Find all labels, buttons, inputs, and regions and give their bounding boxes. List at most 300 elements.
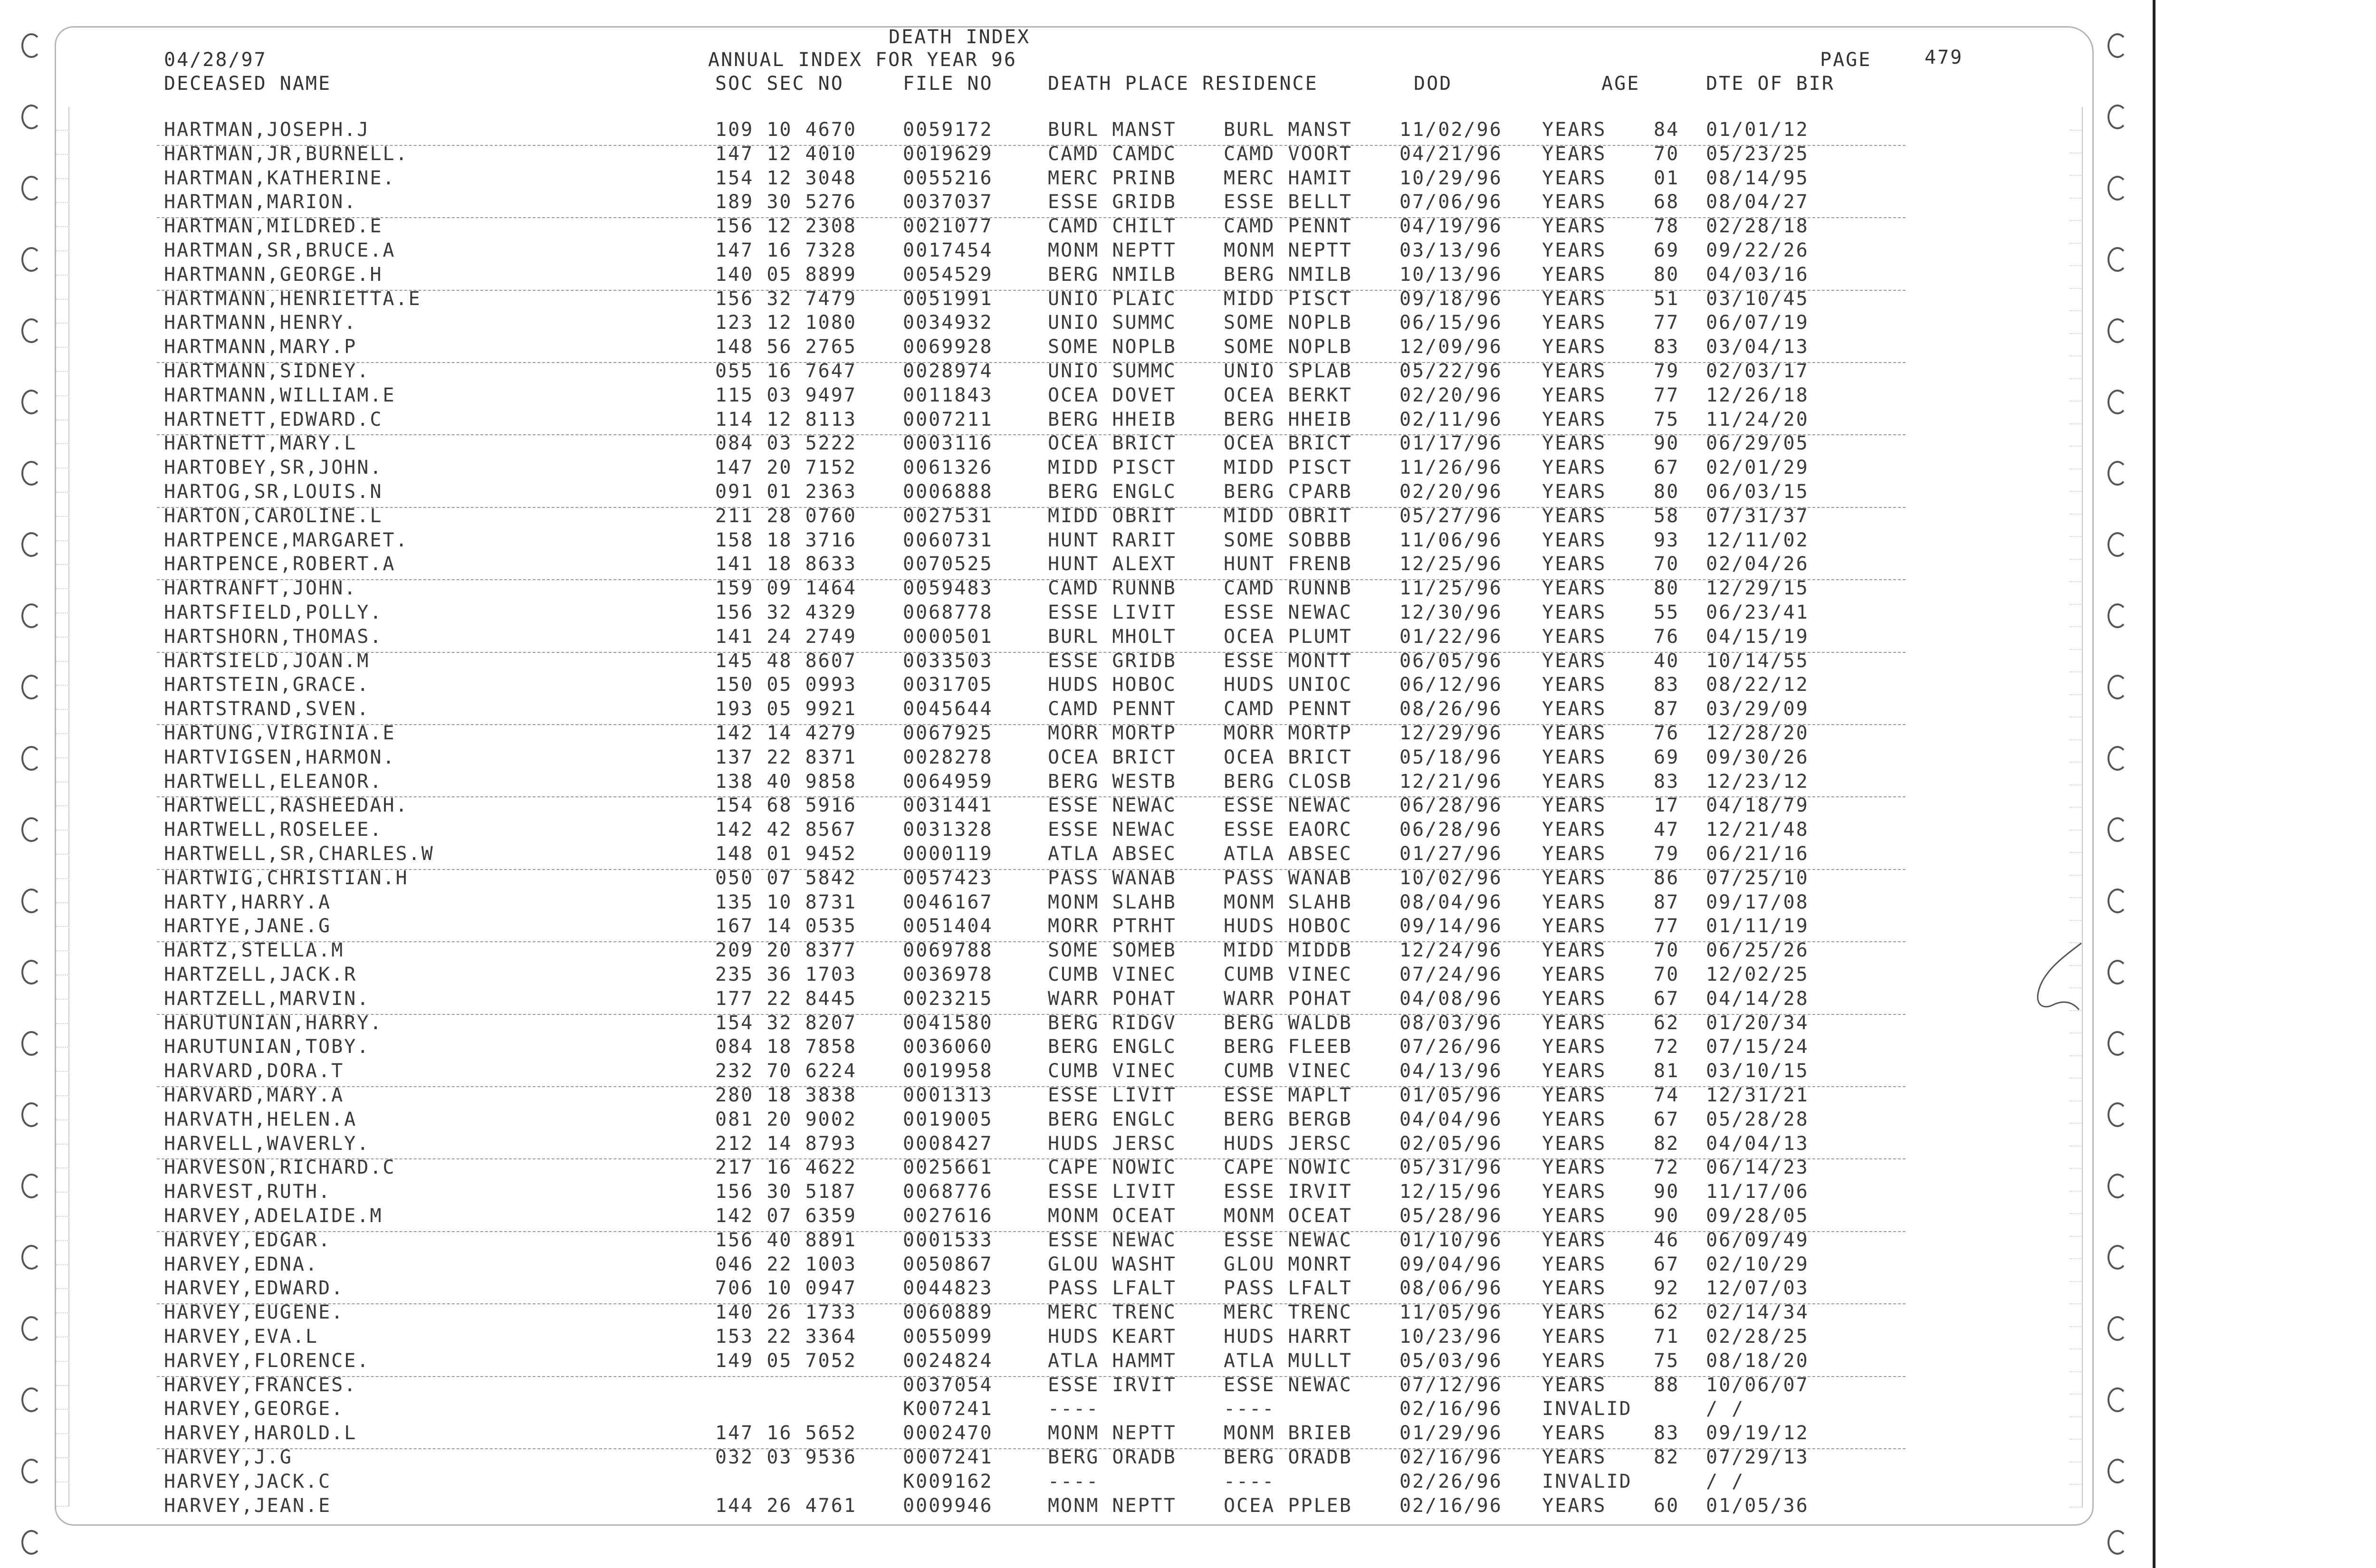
line-tick [2069,1281,2083,1304]
line-tick [2069,1326,2083,1349]
table-row [0,1276,2043,1300]
cell-name: HARTWELL,ROSELEE. [164,819,383,841]
cell-file: 0054529 [903,263,993,286]
cell-name: HARTUNG,VIRGINIA.E [164,722,396,744]
cell-age: 70 [1654,939,1680,962]
cell-unit: YEARS [1542,1301,1607,1324]
table-row [0,601,2043,624]
cell-dplace: BERG WESTB [1048,770,1177,793]
cell-unit: YEARS [1542,577,1607,600]
cell-dplace: MERC TRENC [1048,1301,1177,1324]
cell-name: HARVESON,RICHARD.C [164,1157,396,1179]
cell-age: 79 [1654,843,1680,865]
feed-hole [2108,247,2127,272]
cell-age: 71 [1654,1326,1680,1348]
cell-dod: 02/20/96 [1399,481,1503,503]
cell-ssn: 156 32 7479 [715,287,857,310]
table-row [0,1494,2043,1518]
cell-unit: YEARS [1542,1084,1607,1106]
cell-name: HARTVIGSEN,HARMON. [164,746,396,768]
table-row [0,987,2043,1011]
cell-age: 69 [1654,746,1680,768]
cell-dplace: MORR PTRHT [1048,915,1177,937]
table-row [0,1470,2043,1493]
cell-unit: YEARS [1542,432,1607,455]
print-rule [157,1376,1906,1377]
table-row [0,1011,2043,1035]
cell-unit: YEARS [1542,843,1607,865]
cell-dob: 06/07/19 [1706,312,1809,334]
cell-dod: 12/29/96 [1399,722,1503,744]
table-row [0,1108,2043,1131]
cell-dod: 11/26/96 [1399,457,1503,479]
table-row [0,890,2043,914]
table-row [0,190,2043,214]
cell-age: 82 [1654,1446,1680,1468]
feed-hole [2108,960,2127,985]
table-row [0,431,2043,455]
cell-dob: 04/04/13 [1706,1132,1809,1155]
table-row [0,263,2043,287]
cell-res: BERG WALDB [1224,1012,1352,1034]
cell-dplace: OCEA BRICT [1048,746,1177,768]
line-tick [2069,107,2083,131]
cell-res: HUNT FRENB [1224,553,1352,575]
cell-res: MERC TRENC [1224,1301,1352,1324]
line-tick [2069,558,2083,582]
cell-unit: YEARS [1542,891,1607,913]
cell-ssn: 154 68 5916 [715,794,857,817]
cell-dob: 02/14/34 [1706,1301,1809,1324]
cell-dod: 04/04/96 [1399,1108,1503,1130]
cell-age: 72 [1654,1036,1680,1058]
line-tick [2069,829,2083,853]
line-tick [2069,1303,2083,1327]
table-row [0,770,2043,794]
cell-file: 0002470 [903,1422,993,1444]
cell-ssn: 050 07 5842 [715,867,857,889]
cell-dob: 06/25/26 [1706,939,1809,962]
cell-file: 0033503 [903,650,993,672]
cell-unit: YEARS [1542,287,1607,310]
cell-dod: 04/08/96 [1399,987,1503,1010]
line-tick [2069,378,2083,402]
cell-res: HUDS HOBOC [1224,915,1352,937]
cell-age: 80 [1654,263,1680,286]
cell-dod: 05/31/96 [1399,1157,1503,1179]
cell-res: OCEA BERKT [1224,384,1352,406]
cell-dplace: PASS LFALT [1048,1277,1177,1300]
cell-dod: 08/04/96 [1399,891,1503,913]
cell-dplace: BERG ORADB [1048,1446,1177,1468]
cell-dod: 02/20/96 [1399,384,1503,406]
table-row [0,1252,2043,1276]
cell-dob: 01/20/34 [1706,1012,1809,1034]
cell-ssn: 148 56 2765 [715,336,857,358]
cell-name: HARTMANN,SIDNEY. [164,360,370,382]
cell-dob: 04/15/19 [1706,625,1809,648]
cell-dplace: HUDS JERSC [1048,1132,1177,1155]
cell-dplace: UNIO PLAIC [1048,287,1177,310]
cell-file: 0001313 [903,1084,993,1106]
cell-name: HARVEY,FLORENCE. [164,1349,370,1372]
cell-ssn: 217 16 4622 [715,1157,857,1179]
table-row [0,1325,2043,1348]
table-row [0,697,2043,721]
cell-dplace: HUDS HOBOC [1048,674,1177,696]
cell-name: HARUTUNIAN,TOBY. [164,1036,370,1058]
cell-age: 62 [1654,1301,1680,1324]
cell-dod: 12/09/96 [1399,336,1503,358]
cell-unit: YEARS [1542,1036,1607,1058]
cell-ssn: 142 14 4279 [715,722,857,744]
cell-age: 83 [1654,1422,1680,1444]
table-row [0,1204,2043,1228]
cell-dod: 05/18/96 [1399,746,1503,768]
cell-ssn: 154 32 8207 [715,1012,857,1034]
table-row [0,818,2043,841]
cell-dob: 08/04/27 [1706,191,1809,213]
cell-ssn: 144 26 4761 [715,1494,857,1517]
print-rule [157,1014,1906,1015]
cell-dod: 04/13/96 [1399,1060,1503,1082]
cell-dob: 12/11/02 [1706,529,1809,551]
line-tick [2069,649,2083,672]
line-tick [2069,1168,2083,1192]
cell-age: 68 [1654,191,1680,213]
cell-ssn: 167 14 0535 [715,915,857,937]
cell-dob: 07/29/13 [1706,1446,1809,1468]
cell-unit: YEARS [1542,143,1607,165]
line-tick [2069,333,2083,356]
cell-unit: YEARS [1542,1277,1607,1300]
line-tick [2069,175,2083,199]
cell-age: 75 [1654,1349,1680,1372]
feed-hole [2108,889,2127,913]
table-row [0,335,2043,359]
cell-age: 87 [1654,698,1680,720]
cell-unit: YEARS [1542,1374,1607,1396]
cell-dod: 05/22/96 [1399,360,1503,382]
cell-dod: 07/26/96 [1399,1036,1503,1058]
cell-dplace: WARR POHAT [1048,987,1177,1010]
print-rule [157,579,1906,580]
cell-res: HUDS JERSC [1224,1132,1352,1155]
cell-dob: 12/31/21 [1706,1084,1809,1106]
cell-file: 0019629 [903,143,993,165]
cell-res: BERG ORADB [1224,1446,1352,1468]
cell-name: HARTZELL,MARVIN. [164,987,370,1010]
cell-name: HARTON,CAROLINE.L [164,505,383,527]
feed-hole [2108,532,2127,557]
cell-res: MONM OCEAT [1224,1205,1352,1227]
feed-hole [2108,1387,2127,1412]
line-tick [2069,197,2083,221]
cell-ssn: 115 03 9497 [715,384,857,406]
feed-hole [2108,1530,2127,1555]
line-tick [2069,1484,2083,1508]
cell-dob: 09/28/05 [1706,1205,1809,1227]
cell-unit: YEARS [1542,625,1607,648]
cell-name: HARVELL,WAVERLY. [164,1132,370,1155]
cell-file: 0021077 [903,215,993,238]
cell-age: 83 [1654,674,1680,696]
cell-name: HARTZ,STELLA.M [164,939,345,962]
cell-dob: 08/14/95 [1706,167,1809,189]
cell-file: 0000119 [903,843,993,865]
cell-file: 0011843 [903,384,993,406]
cell-age: 70 [1654,553,1680,575]
cell-ssn: 189 30 5276 [715,191,857,213]
line-tick [2069,1348,2083,1372]
cell-unit: YEARS [1542,602,1607,623]
cell-file: 0055099 [903,1326,993,1348]
cell-file: 0034932 [903,312,993,334]
cell-dplace: CUMB VINEC [1048,1060,1177,1082]
cell-unit: YEARS [1542,384,1607,406]
col-header-file: FILE NO [903,73,993,95]
cell-age: 80 [1654,577,1680,600]
cell-name: HARTSTRAND,SVEN. [164,698,370,720]
table-row [0,963,2043,986]
cell-file: 0019958 [903,1060,993,1082]
line-tick [2069,401,2083,424]
cell-res: OCEA PPLEB [1224,1494,1352,1517]
cell-unit: YEARS [1542,336,1607,358]
line-tick [2069,694,2083,717]
cell-dplace: ATLA HAMMT [1048,1349,1177,1372]
cell-age: 81 [1654,1060,1680,1082]
cell-file: 0070525 [903,553,993,575]
cell-name: HARTMAN,MILDRED.E [164,215,383,238]
cell-file: 0007211 [903,408,993,430]
cell-dob: 12/07/03 [1706,1277,1809,1300]
table-row [0,142,2043,166]
line-tick [2069,1123,2083,1147]
feed-hole [2108,1459,2127,1483]
cell-ssn: 055 16 7647 [715,360,857,382]
cell-age: 86 [1654,867,1680,889]
cell-unit: YEARS [1542,1060,1607,1082]
cell-dod: 06/28/96 [1399,819,1503,841]
table-row [0,504,2043,528]
cell-res: ESSE MAPLT [1224,1084,1352,1106]
cell-dob: 11/24/20 [1706,408,1809,430]
cell-age: 78 [1654,215,1680,238]
cell-file: 0051991 [903,287,993,310]
line-tick [2069,355,2083,379]
cell-dod: 11/25/96 [1399,577,1503,600]
cell-unit: YEARS [1542,167,1607,189]
cell-name: HARTOBEY,SR,JOHN. [164,457,383,479]
cell-res: ATLA MULLT [1224,1349,1352,1372]
cell-name: HARTOG,SR,LOUIS.N [164,481,383,503]
cell-res: BURL MANST [1224,119,1352,141]
cell-dob: 07/15/24 [1706,1036,1809,1058]
table-row [0,673,2043,697]
cell-unit: YEARS [1542,915,1607,937]
cell-dplace: MERC PRINB [1048,167,1177,189]
cell-unit: YEARS [1542,215,1607,238]
cell-ssn: 141 24 2749 [715,625,857,648]
table-row [0,794,2043,817]
page-number: 479 [1925,47,1964,68]
cell-dob: / / [1706,1470,1745,1492]
cell-file: K009162 [903,1470,993,1492]
cell-unit: YEARS [1542,867,1607,889]
cell-unit: YEARS [1542,939,1607,962]
cell-file: 0055216 [903,167,993,189]
cell-dod: 07/12/96 [1399,1374,1503,1396]
cell-dob: 02/28/18 [1706,215,1809,238]
cell-dod: 05/27/96 [1399,505,1503,527]
cell-age: 75 [1654,408,1680,430]
cell-res: MIDD PISCT [1224,457,1352,479]
cell-unit: YEARS [1542,674,1607,696]
cell-ssn: 177 22 8445 [715,987,857,1010]
table-row [0,1083,2043,1107]
cell-dob: 03/29/09 [1706,698,1809,720]
table-row [0,1421,2043,1445]
cell-unit: YEARS [1542,239,1607,261]
print-rule [157,362,1906,363]
cell-file: 0045644 [903,698,993,720]
cell-dob: 09/30/26 [1706,746,1809,768]
print-rule [157,652,1906,653]
cell-res: PASS LFALT [1224,1277,1352,1300]
feed-hole [2108,817,2127,842]
line-tick [2069,852,2083,876]
cell-res: MIDD MIDDB [1224,939,1352,962]
cell-file: 0009946 [903,1494,993,1517]
cell-res: OCEA PLUMT [1224,625,1352,648]
line-tick [2069,287,2083,311]
cell-ssn: 156 30 5187 [715,1181,857,1203]
cell-file: 0024824 [903,1349,993,1372]
cell-file: 0031705 [903,674,993,696]
feed-hole [21,33,41,58]
cell-file: 0023215 [903,987,993,1010]
cell-res: SOME NOPLB [1224,336,1352,358]
cell-file: 0059172 [903,119,993,141]
cell-age: 88 [1654,1374,1680,1396]
line-tick [2069,1394,2083,1417]
cell-res: MERC HAMIT [1224,167,1352,189]
cell-res: GLOU MONRT [1224,1253,1352,1275]
cell-age: 92 [1654,1277,1680,1300]
cell-res: OCEA BRICT [1224,746,1352,768]
cell-dplace: MONM NEPTT [1048,1422,1177,1444]
table-row [0,408,2043,431]
cell-unit: YEARS [1542,1349,1607,1372]
line-tick [2069,152,2083,176]
cell-age: 76 [1654,625,1680,648]
cell-ssn: 142 07 6359 [715,1205,857,1227]
cell-age: 51 [1654,287,1680,310]
cell-unit: YEARS [1542,263,1607,286]
cell-dplace: ESSE NEWAC [1048,819,1177,841]
cell-dplace: CUMB VINEC [1048,964,1177,985]
line-tick [2069,603,2083,627]
table-row [0,214,2043,238]
cell-ssn: 193 05 9921 [715,698,857,720]
line-tick [2069,1100,2083,1124]
cell-unit: YEARS [1542,1157,1607,1179]
cell-age: 79 [1654,360,1680,382]
cell-age: 01 [1654,167,1680,189]
line-tick [2069,1078,2083,1101]
cell-file: 0027616 [903,1205,993,1227]
cell-dod: 11/02/96 [1399,119,1503,141]
cell-dob: 07/31/37 [1706,505,1809,527]
cell-file: 0008427 [903,1132,993,1155]
cell-res: WARR POHAT [1224,987,1352,1010]
cell-age: 69 [1654,239,1680,261]
line-tick [2069,468,2083,492]
cell-dplace: BERG ENGLC [1048,1108,1177,1130]
line-tick [2069,446,2083,469]
cell-unit: YEARS [1542,119,1607,141]
line-tick [2069,310,2083,334]
cell-unit: YEARS [1542,1108,1607,1130]
cell-ssn: 149 05 7052 [715,1349,857,1372]
cell-dod: 12/24/96 [1399,939,1503,962]
cell-ssn: 156 40 8891 [715,1229,857,1251]
table-row [0,1373,2043,1397]
cell-ssn: 706 10 0947 [715,1277,857,1300]
cell-name: HARTSHORN,THOMAS. [164,625,383,648]
cell-name: HARVEY,ADELAIDE.M [164,1205,383,1227]
cell-dplace: CAPE NOWIC [1048,1157,1177,1179]
cell-name: HARTSIELD,JOAN.M [164,650,370,672]
cell-file: 0050867 [903,1253,993,1275]
cell-res: CAMD VOORT [1224,143,1352,165]
line-tick [2069,897,2083,921]
cell-dob: 10/06/07 [1706,1374,1809,1396]
cell-name: HARTMANN,MARY.P [164,336,357,358]
cell-dob: 01/01/12 [1706,119,1809,141]
cell-unit: INVALID [1542,1470,1632,1492]
table-row [0,576,2043,600]
cell-dob: 08/18/20 [1706,1349,1809,1372]
table-row [0,1059,2043,1083]
cell-res: CUMB VINEC [1224,964,1352,985]
cell-unit: YEARS [1542,457,1607,479]
cell-name: HARVATH,HELEN.A [164,1108,357,1130]
table-row [0,287,2043,311]
cell-dplace: CAMD CHILT [1048,215,1177,238]
cell-dod: 02/16/96 [1399,1398,1503,1420]
table-row [0,118,2043,142]
table-row [0,1228,2043,1252]
cell-ssn: 211 28 0760 [715,505,857,527]
print-rule [157,1303,1906,1304]
cell-file: 0068776 [903,1181,993,1203]
cell-ssn: 154 12 3048 [715,167,857,189]
cell-dob: 01/11/19 [1706,915,1809,937]
cell-dod: 01/29/96 [1399,1422,1503,1444]
cell-dplace: SOME SOMEB [1048,939,1177,962]
line-tick [2069,220,2083,244]
cell-ssn: 147 16 5652 [715,1422,857,1444]
cell-name: HARVEY,EVA.L [164,1326,318,1348]
cell-dplace: HUDS KEART [1048,1326,1177,1348]
line-tick [2069,423,2083,447]
cell-name: HARTMANN,HENRIETTA.E [164,287,422,310]
cell-unit: YEARS [1542,481,1607,503]
cell-dob: 06/23/41 [1706,602,1809,623]
cell-unit: YEARS [1542,1012,1607,1034]
